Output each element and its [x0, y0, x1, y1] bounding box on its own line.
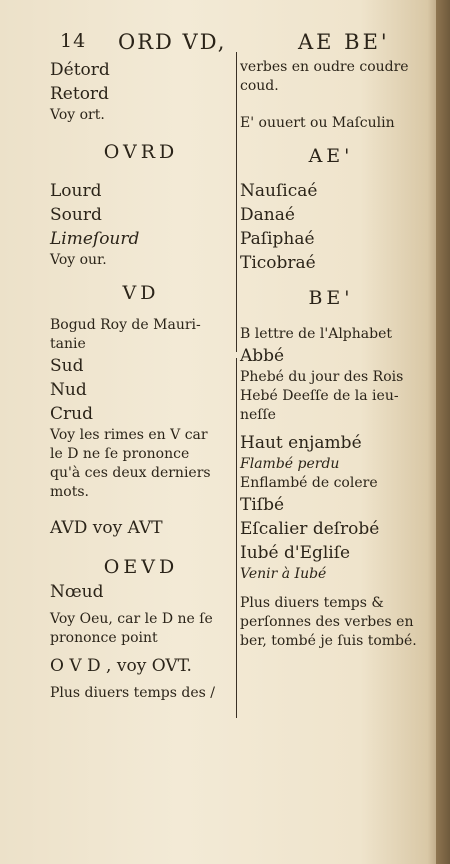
rhyme-entry: Enflambé de colere	[240, 475, 378, 491]
rhyme-entry: Phebé du jour des Rois	[240, 369, 404, 385]
rhyme-word: Paſiphaé	[240, 229, 315, 249]
running-header	[60, 30, 430, 56]
rhyme-entry-italic: Venir à Iubé	[240, 566, 327, 582]
rhyme-word: Nauſicaé	[240, 181, 318, 201]
column-rule-bottom	[236, 358, 237, 718]
page-number: 14	[60, 30, 87, 52]
section-heading-oeud: OEVD	[103, 556, 179, 578]
note-line: Voy les rimes en V car	[50, 427, 208, 443]
right-running-head: AE BE'	[298, 30, 390, 54]
rhyme-entry: neſſe	[240, 407, 276, 423]
note-line: verbes en oudre coudre	[240, 59, 409, 75]
rhyme-word: Nœud	[50, 582, 104, 602]
rhyme-entry-italic: Flambé perdu	[240, 456, 340, 472]
rhyme-word: Sud	[50, 356, 84, 376]
rhyme-entry: tanie	[50, 336, 86, 352]
rhyme-word: Eſcalier deſrobé	[240, 519, 380, 539]
rhyme-word: Iubé d'Egliſe	[240, 543, 351, 563]
left-running-head: ORD VD,	[118, 30, 227, 54]
rhyme-word: Ticobraé	[240, 253, 316, 273]
rhyme-word: Lourd	[50, 181, 102, 201]
cross-reference: Voy our.	[50, 252, 107, 268]
section-heading-be: BE'	[308, 287, 354, 309]
note-line: Voy Oeu, car le D ne ſe	[50, 611, 213, 627]
right-column	[240, 58, 422, 651]
section-note: E' ouuert ou Maſculin	[240, 115, 395, 131]
rhyme-word: Sourd	[50, 205, 102, 225]
section-heading-ud: VD	[122, 282, 160, 304]
note-line: mots.	[50, 484, 89, 500]
left-column	[50, 58, 232, 703]
rhyme-word: Abbé	[240, 346, 285, 366]
section-heading-ourd: OVRD	[103, 141, 179, 163]
rhyme-word: Danaé	[240, 205, 295, 225]
note-line: le D ne ſe prononce	[50, 446, 190, 462]
closing-line: ber, tombé je ſuis tombé.	[240, 633, 417, 649]
rhyme-word: Tiſbé	[240, 495, 285, 515]
rhyme-word-italic: Limeſourd	[50, 229, 140, 249]
note-line: prononce point	[50, 630, 158, 646]
rhyme-word: Retord	[50, 84, 109, 104]
rhyme-entry: B lettre de l'Alphabet	[240, 326, 392, 342]
closing-line: Plus diuers temps des /	[50, 685, 215, 701]
rhyme-entry: Hebé Deeſſe de la ieu-	[240, 388, 399, 404]
closing-line: perſonnes des verbes en	[240, 614, 414, 630]
rhyme-entry: Bogud Roy de Mauri-	[50, 317, 201, 333]
rhyme-word: Nud	[50, 380, 87, 400]
closing-line: Plus diuers temps &	[240, 595, 384, 611]
section-heading-oud: O V D , voy OVT.	[50, 656, 192, 676]
note-line: coud.	[240, 78, 279, 94]
rhyme-word: Détord	[50, 60, 110, 80]
section-heading-aud: AVD voy AVT	[50, 518, 163, 538]
note-line: qu'à ces deux derniers	[50, 465, 211, 481]
rhyme-word: Haut enjambé	[240, 433, 362, 453]
column-rule-top	[236, 52, 237, 352]
section-heading-ae: AE'	[308, 145, 354, 167]
rhyme-word: Crud	[50, 404, 93, 424]
cross-reference: Voy ort.	[50, 107, 105, 123]
page-edge	[436, 0, 450, 864]
